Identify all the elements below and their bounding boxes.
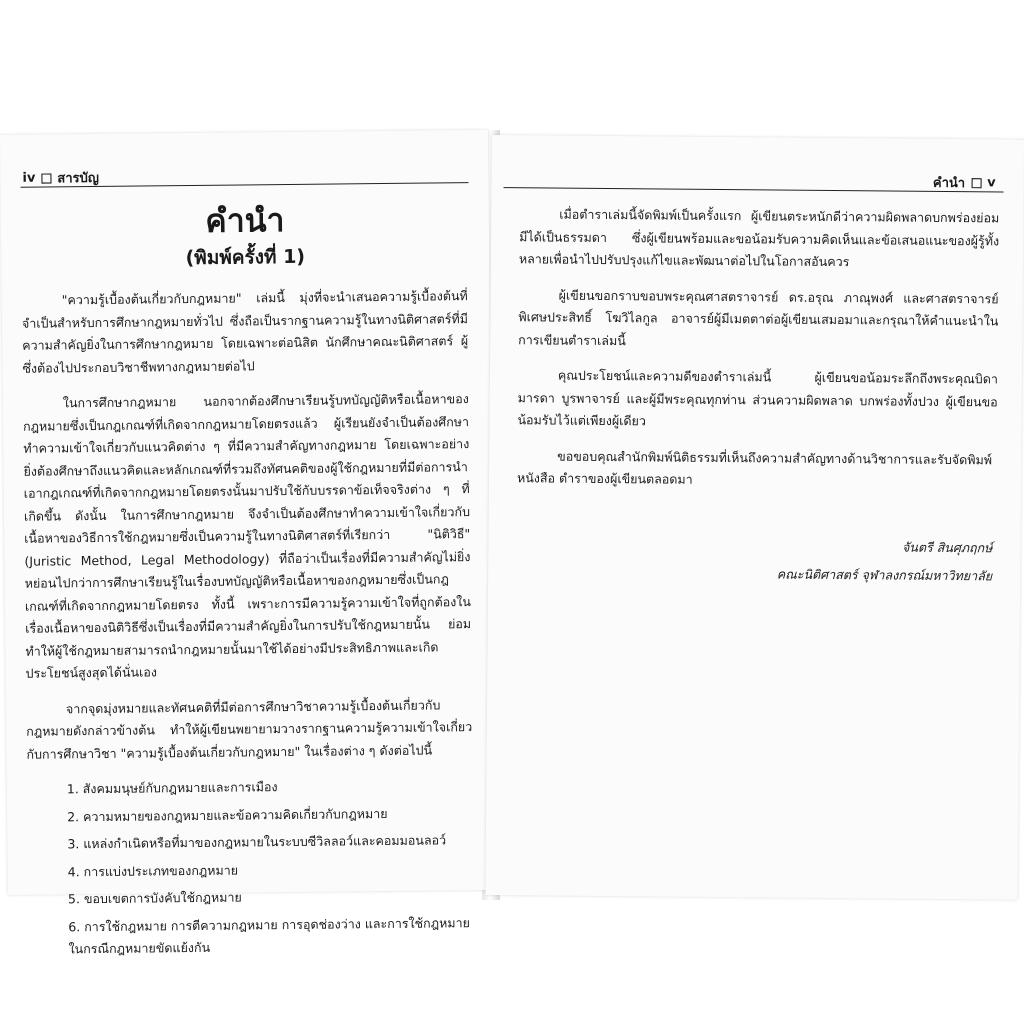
list-item: 6. การใช้กฎหมาย การตีความกฎหมาย การอุดช่องว่าง และการใช้กฎหมายในกรณีกฎหมายขัดแย้งกัน [68,914,470,957]
paragraph: ผู้เขียนขอกราบขอบพระคุณศาสตราจารย์ ดร.อรุณ ภาณุพงศ์ และศาสตราจารย์พิเศษประสิทธิ์ โฆวิไลกูล อาจารย์ผู้มีเมตตาต่อผู้เขียนเสมอมาและกรุณาให้คำแนะนำในการเขียนตำราเล่มนี้ [518,287,999,348]
paragraph: เมื่อตำราเล่มนี้จัดพิมพ์เป็นครั้งแรก ผู้เขียนตระหนักดีว่าความผิดพลาดบกพร่องย่อมมีได้เป็นธรรมดา ซึ่งผู้เขียนพร้อมและขอน้อมรับความคิดเห็นและข้อเสนอแนะของผู้รู้ทั้งหลายเพื่อนำไปปรับปรุงแก้ไขและพัฒนาต่อไปในโอกาสอันควร [518,206,1000,270]
list-item: 2. ความหมายของกฎหมายและข้อความคิดเกี่ยวกับกฎหมาย [67,805,388,824]
paragraph: ขอขอบคุณสำนักพิมพ์นิติธรรมที่เห็นถึงความสำคัญทางด้านวิชาการและรับจัดพิมพ์หนังสือ ตำราของผู้เขียนตลอดมา [516,448,993,487]
header-rule [504,187,1004,192]
page-subtitle: (พิมพ์ครั้งที่ 1) [185,245,306,270]
list-item: 5. ขอบเขตการบังคับใช้กฎหมาย [67,889,242,907]
left-page [0,130,496,957]
left-page-number: iv [22,170,36,186]
right-page [485,135,1024,900]
author-name: จันตรี สินศุภฤกษ์ [901,539,993,555]
page-title: คำนำ [205,201,285,240]
paragraph: จากจุดมุ่งหมายและทัศนคติที่มีต่อการศึกษาวิชาความรู้เบื้องต้นเกี่ยวกับกฎหมายดังกล่าวข้างต้น ทำให้ผู้เขียนพยายามวางรากฐานความรู้ความเข้าใจเกี่ยวกับการศึกษาวิชา "ความรู้เบื้องต้นเกี่ยวกับกฎหมาย" ในเรื่องต่าง ๆ ดังต่อไปนี้ [26,696,473,762]
paragraph: "ความรู้เบื้องต้นเกี่ยวกับกฎหมาย" เล่มนี้ มุ่งที่จะนำเสนอความรู้เบื้องต้นที่จำเป็นสำหรับการศึกษากฎหมายทั่วไป ซึ่งถือเป็นรากฐานความรู้ในทางนิติศาสตร์ที่มีความสำคัญยิ่งในการศึกษากฎหมาย โดยเฉพาะต่อนิสิต นักศึกษาคณะนิติศาสตร์ ผู้ซึ่งต้องไปประกอบวิชาชีพทางกฎหมายต่อไป [21,288,469,376]
right-running-title: คำนำ [932,175,966,192]
left-running-title: สารบัญ [57,170,100,187]
list-item: 3. แหล่งกำเนิดหรือที่มาของกฎหมายในระบบซีวิลลอว์และคอมมอนลอว์ [67,832,447,852]
topic-list [27,774,475,961]
right-body-text [516,203,999,594]
list-item: 1. สังคมมนุษย์กับกฎหมายและการเมือง [66,779,278,797]
paragraph: คุณประโยชน์และความดีของตำราเล่มนี้ ผู้เขียนขอน้อมระลึกถึงพระคุณบิดา มารดา บูรพาจารย์ และผู้มีพระคุณทุกท่าน ส่วนความผิดพลาด บกพร่องทั้งปวง ผู้เขียนขอน้อมรับไว้แต่เพียงผู้เดียว [517,367,998,429]
square-icon [971,178,981,188]
list-item: 4. การแบ่งประเภทของกฎหมาย [67,862,239,879]
author-affiliation: คณะนิติศาสตร์ จุฬาลงกรณ์มหาวิทยาลัย [776,566,993,584]
square-icon [41,173,51,183]
right-page-number: v [987,175,996,191]
left-body-text [22,285,475,966]
paragraph: ในการศึกษากฎหมาย นอกจากต้องศึกษาเรียนรู้บทบัญญัติหรือเนื้อหาของกฎหมายซึ่งเป็นกฎเกณฑ์ที่เกิดจากกฎหมายโดยตรงแล้ว ผู้เรียนยังจำเป็นต้องศึกษาทำความเข้าใจเกี่ยวกับแนวคิดต่าง ๆ ที่มีความสำคัญทางกฎหมาย โดยเฉพาะอย่างยิ่งต้องศึกษาถึงแนวคิดและหลักเกณฑ์ที่รวมถึงทัศนคติของผู้ใช้กฎหมายที่มีต่อการนำเอากฎเกณฑ์ที่เกิดจากกฎหมายโดยตรงนั้นมาปรับใช้กับบรรดาข้อเท็จจริงต่าง ๆ ที่เกิดขึ้น ดังนั้น ในการศึกษากฎหมาย จึงจำเป็นต้องศึกษาทำความเข้าใจเกี่ยวกับเนื้อหาของวิธีการใช้กฎหมายซึ่งเป็นความรู้ในทางนิติศาสตร์ที่เรียกว่า "นิติวิธี" (Juristic Method, Legal Methodology) ที่ถือว่าเป็นเรื่องที่มีความสำคัญไม่ยิ่งหย่อนไปกว่าการศึกษาเรียนรู้ในเรื่องบทบัญญัติหรือเนื้อหาของกฎหมายซึ่งเป็นกฎเกณฑ์ที่เกิดจากกฎหมายโดยตรง ทั้งนี้ เพราะการมีความรู้ความเข้าใจที่ถูกต้องในเรื่องเนื้อหาของนิติวิธีซึ่งเป็นเรื่องที่มีความสำคัญยิ่งในการปรับใช้กฎหมายนั้น ย่อมทำให้ผู้ใช้กฎหมายสามารถนำกฎหมายนั้นมาใช้ได้อย่างมีประสิทธิภาพและเกิดประโยชน์สูงสุดได้นั่นเอง [22,391,472,681]
